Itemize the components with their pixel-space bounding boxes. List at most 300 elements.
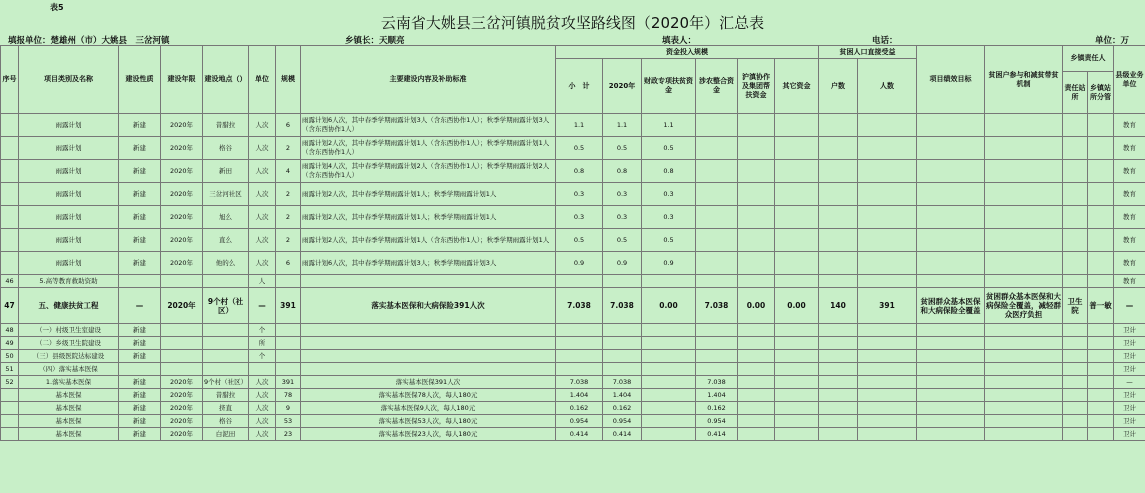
cell-unit[interactable] (249, 363, 276, 376)
cell-seq[interactable] (1, 114, 19, 137)
cell-y2020[interactable]: 0.162 (603, 402, 642, 415)
cell-mech[interactable] (985, 324, 1063, 337)
cell-content[interactable]: 落实基本医保78人次，每人180元 (301, 389, 556, 402)
cell-dept[interactable]: 教育 (1114, 137, 1145, 160)
cell-station[interactable] (1063, 324, 1088, 337)
cell-target[interactable] (917, 376, 985, 389)
cell-hh[interactable] (819, 376, 858, 389)
cell-sh[interactable] (738, 114, 775, 137)
cell-year[interactable]: 2020年 (161, 415, 203, 428)
cell-sub[interactable]: 0.954 (556, 415, 603, 428)
cell-sub[interactable]: 1.404 (556, 389, 603, 402)
cell-integ[interactable]: 0.162 (696, 402, 738, 415)
cell-dept[interactable]: 教育 (1114, 252, 1145, 275)
cell-name[interactable]: 雨露计划 (19, 206, 119, 229)
cell-y2020[interactable]: 7.038 (603, 376, 642, 389)
cell-name[interactable]: 雨露计划 (19, 229, 119, 252)
cell-dept[interactable]: 教育 (1114, 183, 1145, 206)
cell-other[interactable] (775, 324, 819, 337)
cell-seq[interactable] (1, 402, 19, 415)
cell-sub[interactable]: 0.3 (556, 183, 603, 206)
cell-integ[interactable] (696, 252, 738, 275)
cell-sh[interactable] (738, 337, 775, 350)
cell-name[interactable]: 1.落实基本医保 (19, 376, 119, 389)
cell-target[interactable] (917, 183, 985, 206)
cell-place[interactable] (203, 324, 249, 337)
cell-fiscal[interactable] (642, 363, 696, 376)
cell-leader[interactable] (1088, 252, 1114, 275)
cell-ppl[interactable] (858, 275, 917, 288)
cell-hh[interactable] (819, 402, 858, 415)
cell-scale[interactable]: 4 (276, 160, 301, 183)
cell-sh[interactable] (738, 376, 775, 389)
cell-name[interactable]: 五、健康扶贫工程 (19, 288, 119, 324)
cell-sub[interactable]: 0.9 (556, 252, 603, 275)
cell-ppl[interactable] (858, 337, 917, 350)
cell-year[interactable]: 2020年 (161, 229, 203, 252)
cell-sub[interactable]: 0.5 (556, 229, 603, 252)
cell-nature[interactable] (119, 363, 161, 376)
cell-fiscal[interactable]: 0.9 (642, 252, 696, 275)
cell-y2020[interactable] (603, 324, 642, 337)
cell-unit[interactable]: 人次 (249, 183, 276, 206)
cell-nature[interactable]: 新建 (119, 324, 161, 337)
cell-content[interactable]: 雨露计划6人次，其中春季学期雨露计划3人（含东西协作1人）；秋季学期雨露计划3人（含东西协作1人） (301, 114, 556, 137)
cell-hh[interactable] (819, 324, 858, 337)
cell-year[interactable] (161, 275, 203, 288)
cell-hh[interactable] (819, 275, 858, 288)
cell-scale[interactable] (276, 363, 301, 376)
cell-leader[interactable] (1088, 275, 1114, 288)
cell-other[interactable] (775, 114, 819, 137)
cell-fiscal[interactable]: 0.5 (642, 229, 696, 252)
cell-unit[interactable]: 人次 (249, 160, 276, 183)
cell-sh[interactable] (738, 160, 775, 183)
cell-ppl[interactable] (858, 350, 917, 363)
cell-name[interactable]: 雨露计划 (19, 137, 119, 160)
cell-y2020[interactable]: 0.3 (603, 183, 642, 206)
cell-year[interactable]: 2020年 (161, 114, 203, 137)
cell-name[interactable]: 雨露计划 (19, 252, 119, 275)
cell-seq[interactable]: 49 (1, 337, 19, 350)
cell-mech[interactable] (985, 389, 1063, 402)
cell-hh[interactable] (819, 389, 858, 402)
cell-integ[interactable] (696, 337, 738, 350)
cell-y2020[interactable]: 0.414 (603, 428, 642, 441)
cell-leader[interactable] (1088, 363, 1114, 376)
cell-seq[interactable]: 48 (1, 324, 19, 337)
cell-hh[interactable] (819, 137, 858, 160)
cell-year[interactable]: 2020年 (161, 183, 203, 206)
cell-leader[interactable] (1088, 376, 1114, 389)
cell-sub[interactable]: 7.038 (556, 376, 603, 389)
cell-mech[interactable] (985, 275, 1063, 288)
cell-year[interactable]: 2020年 (161, 376, 203, 389)
cell-sh[interactable] (738, 389, 775, 402)
cell-content[interactable]: 雨露计划2人次，其中春季学期雨露计划1人（含东西协作1人）；秋季学期雨露计划1人 (301, 229, 556, 252)
cell-place[interactable] (203, 337, 249, 350)
cell-station[interactable] (1063, 376, 1088, 389)
cell-nature[interactable]: 新建 (119, 350, 161, 363)
cell-unit[interactable]: 所 (249, 337, 276, 350)
cell-mech[interactable] (985, 428, 1063, 441)
cell-sh[interactable] (738, 183, 775, 206)
cell-hh[interactable] (819, 183, 858, 206)
cell-sub[interactable]: 0.3 (556, 206, 603, 229)
cell-unit[interactable]: 人 (249, 275, 276, 288)
cell-other[interactable] (775, 376, 819, 389)
cell-integ[interactable]: 7.038 (696, 376, 738, 389)
cell-other[interactable] (775, 183, 819, 206)
cell-place[interactable]: 旭么 (203, 206, 249, 229)
cell-other[interactable]: 0.00 (775, 288, 819, 324)
cell-seq[interactable] (1, 252, 19, 275)
cell-unit[interactable]: — (249, 288, 276, 324)
cell-y2020[interactable]: 0.5 (603, 229, 642, 252)
cell-leader[interactable] (1088, 324, 1114, 337)
cell-fiscal[interactable]: 0.3 (642, 206, 696, 229)
cell-ppl[interactable] (858, 363, 917, 376)
cell-target[interactable] (917, 275, 985, 288)
cell-place[interactable]: 昔腊拉 (203, 389, 249, 402)
cell-hh[interactable] (819, 114, 858, 137)
cell-name[interactable]: （二）乡级卫生院建设 (19, 337, 119, 350)
cell-mech[interactable] (985, 402, 1063, 415)
cell-target[interactable] (917, 428, 985, 441)
cell-other[interactable] (775, 350, 819, 363)
cell-name[interactable]: 雨露计划 (19, 183, 119, 206)
cell-leader[interactable] (1088, 229, 1114, 252)
cell-name[interactable]: （一）村级卫生室建设 (19, 324, 119, 337)
cell-other[interactable] (775, 415, 819, 428)
cell-y2020[interactable]: 1.404 (603, 389, 642, 402)
cell-content[interactable]: 雨露计划2人次，其中春季学期雨露计划1人；秋季学期雨露计划1人 (301, 206, 556, 229)
cell-station[interactable] (1063, 363, 1088, 376)
cell-other[interactable] (775, 402, 819, 415)
cell-name[interactable]: 基本医保 (19, 389, 119, 402)
cell-leader[interactable] (1088, 183, 1114, 206)
cell-integ[interactable]: 0.954 (696, 415, 738, 428)
cell-dept[interactable]: 教育 (1114, 229, 1145, 252)
cell-seq[interactable] (1, 229, 19, 252)
cell-fiscal[interactable]: 0.5 (642, 137, 696, 160)
cell-fiscal[interactable] (642, 275, 696, 288)
cell-sh[interactable] (738, 363, 775, 376)
cell-mech[interactable] (985, 160, 1063, 183)
cell-station[interactable] (1063, 183, 1088, 206)
cell-content[interactable]: 落实基本医保23人次，每人180元 (301, 428, 556, 441)
cell-fiscal[interactable]: 0.00 (642, 288, 696, 324)
cell-year[interactable]: 2020年 (161, 160, 203, 183)
cell-target[interactable] (917, 252, 985, 275)
cell-unit[interactable]: 人次 (249, 206, 276, 229)
cell-ppl[interactable] (858, 114, 917, 137)
cell-dept[interactable]: 卫计 (1114, 428, 1145, 441)
cell-sh[interactable] (738, 428, 775, 441)
cell-unit[interactable]: 个 (249, 324, 276, 337)
cell-content[interactable] (301, 324, 556, 337)
cell-mech[interactable] (985, 206, 1063, 229)
cell-y2020[interactable]: 0.954 (603, 415, 642, 428)
cell-integ[interactable] (696, 229, 738, 252)
cell-sh[interactable] (738, 402, 775, 415)
cell-leader[interactable] (1088, 350, 1114, 363)
cell-integ[interactable] (696, 363, 738, 376)
cell-sub[interactable]: 0.5 (556, 137, 603, 160)
cell-year[interactable]: 2020年 (161, 402, 203, 415)
cell-sub[interactable]: 0.414 (556, 428, 603, 441)
cell-sh[interactable] (738, 252, 775, 275)
cell-target[interactable] (917, 363, 985, 376)
cell-other[interactable] (775, 275, 819, 288)
cell-scale[interactable]: 6 (276, 252, 301, 275)
cell-integ[interactable]: 7.038 (696, 288, 738, 324)
cell-seq[interactable] (1, 415, 19, 428)
cell-scale[interactable]: 2 (276, 206, 301, 229)
cell-nature[interactable]: 新建 (119, 229, 161, 252)
cell-unit[interactable]: 人次 (249, 402, 276, 415)
cell-station[interactable] (1063, 402, 1088, 415)
cell-y2020[interactable]: 1.1 (603, 114, 642, 137)
cell-scale[interactable] (276, 337, 301, 350)
cell-name[interactable]: 基本医保 (19, 428, 119, 441)
cell-content[interactable] (301, 337, 556, 350)
cell-sh[interactable] (738, 275, 775, 288)
cell-fiscal[interactable] (642, 350, 696, 363)
cell-seq[interactable] (1, 389, 19, 402)
cell-name[interactable]: 5.高等教育救助资助 (19, 275, 119, 288)
cell-mech[interactable] (985, 229, 1063, 252)
cell-target[interactable] (917, 114, 985, 137)
cell-year[interactable] (161, 324, 203, 337)
cell-year[interactable] (161, 337, 203, 350)
cell-content[interactable]: 落实基本医保9人次，每人180元 (301, 402, 556, 415)
cell-nature[interactable]: 新建 (119, 137, 161, 160)
cell-sh[interactable]: 0.00 (738, 288, 775, 324)
cell-other[interactable] (775, 337, 819, 350)
cell-mech[interactable] (985, 183, 1063, 206)
cell-ppl[interactable] (858, 415, 917, 428)
cell-nature[interactable]: 新建 (119, 415, 161, 428)
cell-station[interactable] (1063, 252, 1088, 275)
cell-target[interactable] (917, 415, 985, 428)
cell-content[interactable]: 雨露计划2人次，其中春季学期雨露计划1人（含东西协作1人）；秋季学期雨露计划1人（含东西协作1人） (301, 137, 556, 160)
cell-hh[interactable] (819, 252, 858, 275)
cell-mech[interactable] (985, 114, 1063, 137)
cell-unit[interactable]: 人次 (249, 229, 276, 252)
cell-ppl[interactable] (858, 137, 917, 160)
cell-content[interactable]: 雨露计划2人次，其中春季学期雨露计划1人；秋季学期雨露计划1人 (301, 183, 556, 206)
cell-dept[interactable]: 卫计 (1114, 350, 1145, 363)
cell-hh[interactable] (819, 229, 858, 252)
cell-content[interactable]: 落实基本医保53人次，每人180元 (301, 415, 556, 428)
cell-mech[interactable] (985, 252, 1063, 275)
cell-dept[interactable]: — (1114, 288, 1145, 324)
cell-place[interactable]: 格谷 (203, 415, 249, 428)
cell-content[interactable] (301, 363, 556, 376)
cell-hh[interactable] (819, 337, 858, 350)
cell-leader[interactable] (1088, 402, 1114, 415)
cell-content[interactable] (301, 350, 556, 363)
cell-hh[interactable] (819, 415, 858, 428)
cell-y2020[interactable]: 0.3 (603, 206, 642, 229)
cell-station[interactable] (1063, 229, 1088, 252)
cell-seq[interactable]: 47 (1, 288, 19, 324)
cell-sub[interactable]: 7.038 (556, 288, 603, 324)
cell-dept[interactable]: 卫计 (1114, 415, 1145, 428)
cell-dept[interactable]: 教育 (1114, 206, 1145, 229)
cell-mech[interactable] (985, 337, 1063, 350)
cell-year[interactable]: 2020年 (161, 137, 203, 160)
cell-mech[interactable] (985, 350, 1063, 363)
cell-dept[interactable]: 卫计 (1114, 389, 1145, 402)
cell-scale[interactable]: 2 (276, 229, 301, 252)
cell-name[interactable]: （四）落实基本医保 (19, 363, 119, 376)
cell-fiscal[interactable] (642, 376, 696, 389)
cell-ppl[interactable] (858, 428, 917, 441)
cell-scale[interactable]: 2 (276, 183, 301, 206)
cell-content[interactable]: 落实基本医保和大病保险391人次 (301, 288, 556, 324)
cell-seq[interactable]: 51 (1, 363, 19, 376)
cell-sub[interactable]: 0.8 (556, 160, 603, 183)
cell-fiscal[interactable]: 0.8 (642, 160, 696, 183)
cell-scale[interactable]: 391 (276, 376, 301, 389)
cell-seq[interactable]: 50 (1, 350, 19, 363)
cell-dept[interactable]: — (1114, 376, 1145, 389)
cell-fiscal[interactable] (642, 415, 696, 428)
cell-seq[interactable] (1, 428, 19, 441)
cell-station[interactable] (1063, 415, 1088, 428)
cell-seq[interactable]: 52 (1, 376, 19, 389)
cell-unit[interactable]: 人次 (249, 428, 276, 441)
cell-year[interactable] (161, 350, 203, 363)
cell-sh[interactable] (738, 415, 775, 428)
cell-leader[interactable] (1088, 137, 1114, 160)
cell-other[interactable] (775, 229, 819, 252)
cell-unit[interactable]: 人次 (249, 137, 276, 160)
cell-sh[interactable] (738, 350, 775, 363)
cell-other[interactable] (775, 428, 819, 441)
cell-nature[interactable]: 新建 (119, 428, 161, 441)
cell-hh[interactable]: 140 (819, 288, 858, 324)
cell-station[interactable] (1063, 275, 1088, 288)
cell-target[interactable] (917, 324, 985, 337)
cell-target[interactable] (917, 160, 985, 183)
cell-leader[interactable] (1088, 337, 1114, 350)
cell-seq[interactable] (1, 160, 19, 183)
cell-integ[interactable] (696, 206, 738, 229)
cell-ppl[interactable] (858, 183, 917, 206)
cell-ppl[interactable] (858, 324, 917, 337)
cell-scale[interactable]: 6 (276, 114, 301, 137)
cell-dept[interactable]: 卫计 (1114, 363, 1145, 376)
cell-y2020[interactable] (603, 275, 642, 288)
cell-station[interactable] (1063, 337, 1088, 350)
cell-nature[interactable]: 新建 (119, 389, 161, 402)
cell-integ[interactable] (696, 114, 738, 137)
cell-other[interactable] (775, 137, 819, 160)
cell-place[interactable]: 昔腊拉 (203, 114, 249, 137)
cell-target[interactable] (917, 402, 985, 415)
cell-hh[interactable] (819, 363, 858, 376)
cell-place[interactable]: 挤直 (203, 402, 249, 415)
cell-nature[interactable]: 新建 (119, 183, 161, 206)
cell-unit[interactable]: 人次 (249, 114, 276, 137)
cell-scale[interactable] (276, 275, 301, 288)
cell-fiscal[interactable] (642, 324, 696, 337)
cell-station[interactable] (1063, 389, 1088, 402)
cell-scale[interactable]: 23 (276, 428, 301, 441)
cell-target[interactable] (917, 337, 985, 350)
cell-content[interactable]: 落实基本医保391人次 (301, 376, 556, 389)
cell-other[interactable] (775, 252, 819, 275)
cell-y2020[interactable]: 0.9 (603, 252, 642, 275)
cell-integ[interactable] (696, 183, 738, 206)
cell-nature[interactable]: 新建 (119, 376, 161, 389)
cell-ppl[interactable] (858, 160, 917, 183)
cell-sub[interactable]: 0.162 (556, 402, 603, 415)
cell-leader[interactable] (1088, 428, 1114, 441)
cell-place[interactable] (203, 275, 249, 288)
cell-integ[interactable]: 1.404 (696, 389, 738, 402)
cell-target[interactable] (917, 229, 985, 252)
cell-other[interactable] (775, 160, 819, 183)
cell-mech[interactable]: 贫困群众基本医保和大病保险全覆盖，减轻群众医疗负担 (985, 288, 1063, 324)
cell-dept[interactable]: 卫计 (1114, 324, 1145, 337)
cell-sh[interactable] (738, 137, 775, 160)
cell-place[interactable]: 三岔河社区 (203, 183, 249, 206)
cell-unit[interactable]: 人次 (249, 376, 276, 389)
cell-target[interactable] (917, 206, 985, 229)
cell-fiscal[interactable] (642, 389, 696, 402)
cell-seq[interactable] (1, 183, 19, 206)
cell-station[interactable] (1063, 350, 1088, 363)
cell-ppl[interactable]: 391 (858, 288, 917, 324)
cell-scale[interactable]: 2 (276, 137, 301, 160)
cell-sub[interactable] (556, 275, 603, 288)
cell-target[interactable] (917, 137, 985, 160)
cell-sub[interactable] (556, 324, 603, 337)
cell-y2020[interactable]: 0.8 (603, 160, 642, 183)
cell-fiscal[interactable] (642, 428, 696, 441)
cell-mech[interactable] (985, 137, 1063, 160)
cell-target[interactable] (917, 389, 985, 402)
cell-hh[interactable] (819, 206, 858, 229)
cell-sh[interactable] (738, 229, 775, 252)
cell-y2020[interactable] (603, 350, 642, 363)
cell-name[interactable]: 雨露计划 (19, 114, 119, 137)
cell-nature[interactable]: 新建 (119, 337, 161, 350)
cell-integ[interactable] (696, 137, 738, 160)
cell-year[interactable]: 2020年 (161, 206, 203, 229)
cell-ppl[interactable] (858, 252, 917, 275)
cell-nature[interactable]: 新建 (119, 206, 161, 229)
cell-sub[interactable] (556, 350, 603, 363)
cell-mech[interactable] (985, 415, 1063, 428)
cell-integ[interactable] (696, 160, 738, 183)
cell-sub[interactable]: 1.1 (556, 114, 603, 137)
cell-hh[interactable] (819, 350, 858, 363)
cell-nature[interactable]: 新建 (119, 252, 161, 275)
cell-leader[interactable] (1088, 114, 1114, 137)
cell-dept[interactable]: 卫计 (1114, 337, 1145, 350)
cell-hh[interactable] (819, 160, 858, 183)
cell-other[interactable] (775, 389, 819, 402)
cell-scale[interactable] (276, 324, 301, 337)
cell-seq[interactable] (1, 137, 19, 160)
cell-nature[interactable]: 新建 (119, 114, 161, 137)
cell-dept[interactable]: 教育 (1114, 275, 1145, 288)
